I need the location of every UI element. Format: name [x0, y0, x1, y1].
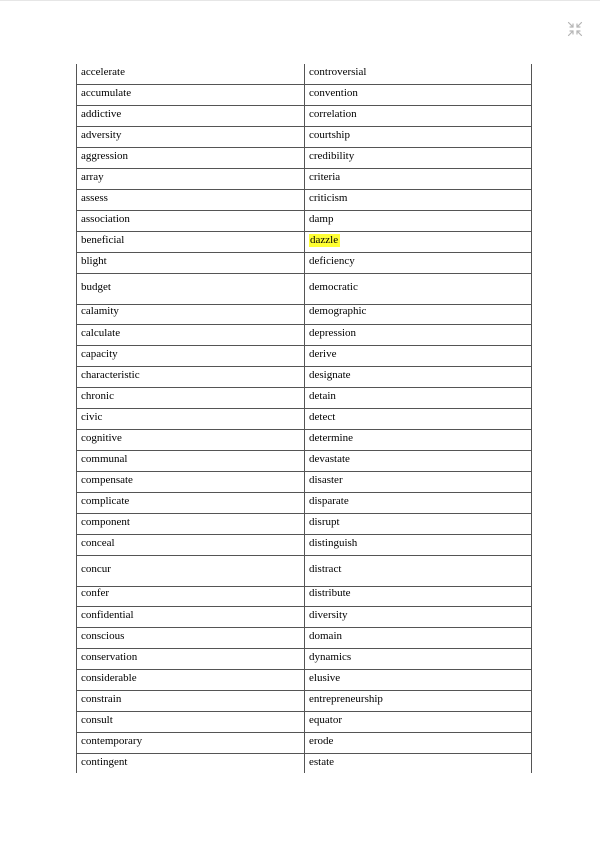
word-cell-left — [77, 305, 305, 325]
word-cell-right — [305, 367, 532, 388]
word-text: assess — [81, 192, 108, 204]
word-cell-left — [77, 556, 305, 587]
word-cell-right — [305, 670, 532, 691]
word-text: designate — [309, 369, 351, 381]
word-cell-left — [77, 211, 305, 232]
word-text: distribute — [309, 587, 351, 599]
word-text: array — [81, 171, 104, 183]
word-cell-right — [305, 430, 532, 451]
table-row — [77, 148, 532, 169]
word-text: dynamics — [309, 651, 352, 663]
word-cell-left — [77, 106, 305, 127]
table-row — [77, 754, 532, 774]
word-text: constrain — [81, 693, 122, 705]
word-text: concur — [81, 563, 111, 575]
table-row — [77, 85, 532, 106]
word-text: depression — [309, 327, 357, 339]
word-text: disparate — [309, 495, 349, 507]
word-cell-right — [305, 649, 532, 670]
word-cell-left — [77, 472, 305, 493]
word-text: addictive — [81, 108, 122, 120]
table-row — [77, 367, 532, 388]
word-text: complicate — [81, 495, 130, 507]
word-cell-right — [305, 106, 532, 127]
word-cell-left — [77, 607, 305, 628]
highlighted-word: dazzle — [310, 234, 339, 246]
word-text: derive — [309, 348, 337, 360]
exit-fullscreen-icon[interactable] — [567, 21, 583, 37]
word-text: estate — [309, 756, 335, 768]
table-row — [77, 733, 532, 754]
word-text: cognitive — [81, 432, 122, 444]
word-cell-left — [77, 691, 305, 712]
table-row — [77, 451, 532, 472]
word-text: disrupt — [309, 516, 340, 528]
word-cell-right — [305, 607, 532, 628]
word-cell-right — [305, 346, 532, 367]
table-row — [77, 64, 532, 85]
word-text: equator — [309, 714, 342, 726]
table-row — [77, 712, 532, 733]
word-text: convention — [309, 87, 358, 99]
word-text: distinguish — [309, 537, 358, 549]
table-row — [77, 169, 532, 190]
word-text: conservation — [81, 651, 138, 663]
word-cell-left — [77, 587, 305, 607]
table-row — [77, 535, 532, 556]
word-cell-right — [305, 587, 532, 607]
word-cell-right — [305, 451, 532, 472]
word-cell-left — [77, 346, 305, 367]
word-cell-right — [305, 232, 532, 253]
table-row — [77, 493, 532, 514]
word-text: confer — [81, 587, 110, 599]
table-row — [77, 628, 532, 649]
word-text: devastate — [309, 453, 350, 465]
word-cell-right — [305, 712, 532, 733]
word-text: erode — [309, 735, 334, 747]
word-cell-right — [305, 754, 532, 774]
word-cell-left — [77, 451, 305, 472]
table-row — [77, 305, 532, 325]
word-text: beneficial — [81, 234, 125, 246]
table-row — [77, 514, 532, 535]
vocabulary-table-body — [77, 64, 532, 773]
word-cell-left — [77, 535, 305, 556]
word-cell-right — [305, 190, 532, 211]
table-row — [77, 211, 532, 232]
word-text: calamity — [81, 305, 119, 317]
word-text: confidential — [81, 609, 134, 621]
word-text: determine — [309, 432, 353, 444]
table-row — [77, 556, 532, 587]
word-text: accumulate — [81, 87, 132, 99]
word-cell-left — [77, 493, 305, 514]
word-cell-right — [305, 409, 532, 430]
word-cell-right — [305, 325, 532, 346]
word-cell-right — [305, 493, 532, 514]
table-row — [77, 325, 532, 346]
word-cell-left — [77, 388, 305, 409]
word-cell-left — [77, 754, 305, 774]
word-text: compensate — [81, 474, 133, 486]
word-cell-right — [305, 64, 532, 85]
word-cell-right — [305, 472, 532, 493]
word-cell-right — [305, 556, 532, 587]
table-row — [77, 649, 532, 670]
word-cell-right — [305, 628, 532, 649]
table-row — [77, 587, 532, 607]
word-cell-left — [77, 649, 305, 670]
word-text: civic — [81, 411, 103, 423]
word-cell-right — [305, 274, 532, 305]
word-cell-left — [77, 733, 305, 754]
word-text: conscious — [81, 630, 125, 642]
word-text: blight — [81, 255, 107, 267]
word-text: adversity — [81, 129, 122, 141]
word-cell-right — [305, 733, 532, 754]
word-text: correlation — [309, 108, 357, 120]
word-text: criticism — [309, 192, 348, 204]
word-cell-right — [305, 211, 532, 232]
word-cell-right — [305, 253, 532, 274]
table-row — [77, 106, 532, 127]
word-text: damp — [309, 213, 334, 225]
word-cell-left — [77, 325, 305, 346]
word-cell-left — [77, 367, 305, 388]
word-cell-right — [305, 388, 532, 409]
word-text: courtship — [309, 129, 350, 141]
word-cell-right — [305, 691, 532, 712]
table-row — [77, 190, 532, 211]
word-cell-left — [77, 190, 305, 211]
word-text: credibility — [309, 150, 355, 162]
word-text: communal — [81, 453, 128, 465]
word-cell-right — [305, 305, 532, 325]
table-row — [77, 232, 532, 253]
word-text: diversity — [309, 609, 348, 621]
word-text: characteristic — [81, 369, 140, 381]
word-cell-left — [77, 85, 305, 106]
table-row — [77, 409, 532, 430]
word-cell-left — [77, 169, 305, 190]
word-cell-left — [77, 127, 305, 148]
word-cell-right — [305, 127, 532, 148]
table-row — [77, 253, 532, 274]
word-cell-right — [305, 514, 532, 535]
vocabulary-table — [76, 64, 532, 773]
word-cell-left — [77, 430, 305, 451]
word-cell-left — [77, 670, 305, 691]
word-cell-left — [77, 148, 305, 169]
word-text: association — [81, 213, 130, 225]
word-cell-right — [305, 148, 532, 169]
table-row — [77, 691, 532, 712]
word-text: accelerate — [81, 66, 125, 78]
word-text: disaster — [309, 474, 343, 486]
word-text: aggression — [81, 150, 129, 162]
word-text: budget — [81, 281, 111, 293]
word-cell-right — [305, 535, 532, 556]
word-text: chronic — [81, 390, 114, 402]
word-cell-left — [77, 253, 305, 274]
word-text: democratic — [309, 281, 358, 293]
word-cell-left — [77, 628, 305, 649]
word-text: detect — [309, 411, 336, 423]
word-text: consult — [81, 714, 113, 726]
table-row — [77, 388, 532, 409]
word-text: contingent — [81, 756, 128, 768]
table-row — [77, 346, 532, 367]
word-cell-left — [77, 712, 305, 733]
table-row — [77, 607, 532, 628]
word-cell-left — [77, 274, 305, 305]
word-text: distract — [309, 563, 342, 575]
word-text: component — [81, 516, 130, 528]
word-text: detain — [309, 390, 336, 402]
word-text: domain — [309, 630, 342, 642]
word-cell-right — [305, 169, 532, 190]
word-cell-left — [77, 64, 305, 85]
word-cell-left — [77, 514, 305, 535]
word-text: contemporary — [81, 735, 143, 747]
table-row — [77, 472, 532, 493]
table-row — [77, 430, 532, 451]
table-row — [77, 670, 532, 691]
table-row — [77, 127, 532, 148]
table-row — [77, 274, 532, 305]
word-text: demographic — [309, 305, 367, 317]
word-cell-right — [305, 85, 532, 106]
word-text: elusive — [309, 672, 341, 684]
word-text: conceal — [81, 537, 115, 549]
word-text: capacity — [81, 348, 118, 360]
word-text: criteria — [309, 171, 341, 183]
word-text: considerable — [81, 672, 137, 684]
word-text: deficiency — [309, 255, 355, 267]
word-text: calculate — [81, 327, 121, 339]
word-text: controversial — [309, 66, 367, 78]
word-cell-left — [77, 409, 305, 430]
word-cell-left — [77, 232, 305, 253]
word-text: entrepreneurship — [309, 693, 383, 705]
